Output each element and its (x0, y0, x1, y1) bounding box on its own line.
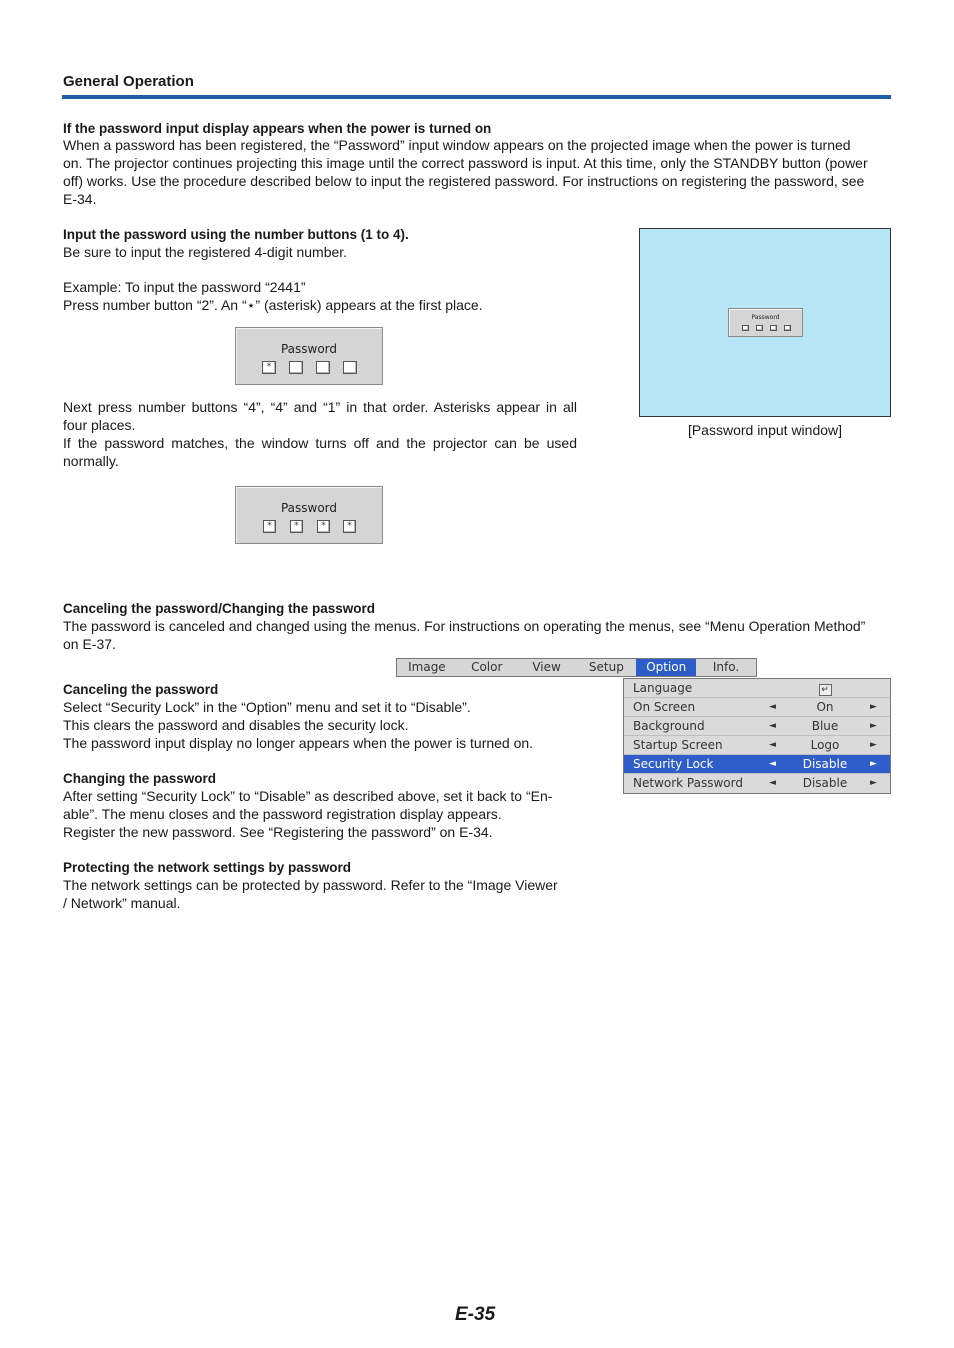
intro-line: on. The projector continues projecting this image until the correct password is input. At this time, only the STANDBY button (power (63, 155, 868, 171)
projected-screen (639, 228, 891, 417)
intro-line: When a password has been registered, the “Password” input window appears on the projected image when the power is turned (63, 137, 851, 153)
screen-digit-box (756, 325, 763, 331)
intro-line: off) works. Use the procedure described below to input the registered password. For instructions on registering the password, see (63, 173, 865, 189)
cancel-section-heading: Canceling the password/Changing the password (63, 601, 376, 616)
tab-view[interactable]: View (532, 660, 561, 674)
changing-heading: Changing the password (63, 771, 217, 786)
menu-row-value: Logo (810, 738, 840, 752)
menu-row-security-lock[interactable] (624, 755, 890, 774)
menu-row-label: Network Password (633, 776, 743, 790)
left-arrow-icon[interactable]: ◄ (769, 778, 776, 788)
network-line: / Network” manual. (63, 895, 181, 911)
menu-row-on-screen[interactable] (624, 698, 890, 717)
changing-line: able”. The menu closes and the password registration display appears. (63, 806, 502, 822)
right-arrow-icon[interactable]: ► (870, 702, 877, 712)
network-line: The network settings can be protected by password. Refer to the “Image Viewer (63, 877, 558, 893)
password-dialog-title: Password (280, 501, 338, 515)
cancel-section-line: The password is canceled and changed using the menus. For instructions on operating the menus, see “Menu Operation Method” (63, 618, 866, 634)
match-line: If the password matches, the window turns off and the projector can be used (63, 435, 577, 451)
step-example: Example: To input the password “2441” (63, 279, 306, 295)
menu-row-language[interactable] (624, 679, 890, 698)
menu-row-background[interactable] (624, 717, 890, 736)
tab-setup[interactable]: Setup (588, 660, 624, 674)
enter-icon[interactable]: ↵ (819, 684, 832, 696)
menu-row-label: Startup Screen (633, 738, 723, 752)
password-digit-box: * (290, 520, 303, 533)
canceling-line: The password input display no longer appears when the power is turned on. (63, 735, 534, 751)
password-digit-box (316, 361, 330, 374)
password-digit-box: * (263, 520, 276, 533)
menu-row-network-password[interactable] (624, 774, 890, 793)
next-line: four places. (63, 417, 136, 433)
left-arrow-icon[interactable]: ◄ (769, 759, 776, 769)
right-arrow-icon[interactable]: ► (870, 778, 877, 788)
canceling-line: Select “Security Lock” in the “Option” menu and set it to “Disable”. (63, 699, 471, 715)
password-dialog-second (235, 486, 383, 544)
step-heading: Input the password using the number buttons (1 to 4). (63, 227, 409, 242)
screen-digit-box (770, 325, 777, 331)
title-rule (62, 95, 891, 99)
password-digit-box (289, 361, 303, 374)
cancel-section-line: on E-37. (63, 636, 116, 652)
password-dialog-title: Password (280, 342, 338, 356)
screen-password-title: Password (751, 314, 780, 321)
menu-row-label: On Screen (633, 700, 696, 714)
password-digit-box (343, 361, 357, 374)
step-line: Be sure to input the registered 4-digit number. (63, 244, 348, 260)
menu-row-value: Blue (811, 719, 839, 733)
right-arrow-icon[interactable]: ► (870, 740, 877, 750)
intro-heading: If the password input display appears when the power is turned on (63, 121, 492, 136)
left-arrow-icon[interactable]: ◄ (769, 702, 776, 712)
password-digit-box: * (262, 361, 276, 374)
canceling-heading: Canceling the password (63, 682, 219, 697)
screen-digit-box (742, 325, 749, 331)
screen-caption: [Password input window] (687, 422, 843, 438)
canceling-line: This clears the password and disables the security lock. (63, 717, 409, 733)
changing-line: After setting “Security Lock” to “Disable” as described above, set it back to “En- (63, 788, 553, 804)
menu-row-value: Disable (802, 776, 848, 790)
tab-image[interactable]: Image (408, 660, 446, 674)
changing-paragraph (63, 787, 583, 841)
left-arrow-icon[interactable]: ◄ (769, 740, 776, 750)
tab-option[interactable]: Option (636, 659, 696, 676)
screen-password-dialog (728, 308, 803, 337)
tab-info[interactable]: Info. (712, 660, 740, 674)
left-arrow-icon[interactable]: ◄ (769, 721, 776, 731)
menu-row-value: On (816, 700, 834, 714)
menu-row-label: Language (633, 681, 693, 695)
changing-line: Register the new password. See “Registering the password” on E-34. (63, 824, 493, 840)
right-arrow-icon[interactable]: ► (870, 759, 877, 769)
cancel-section-paragraph (63, 617, 893, 653)
menu-row-value (784, 679, 866, 697)
menu-row-label: Security Lock (633, 757, 714, 771)
intro-paragraph (63, 136, 891, 208)
network-heading: Protecting the network settings by password (63, 860, 352, 875)
password-dialog-first (235, 327, 383, 385)
tab-color[interactable]: Color (471, 660, 503, 674)
password-digit-box: * (343, 520, 356, 533)
section-title: General Operation (63, 73, 194, 90)
match-line: normally. (63, 453, 119, 469)
option-menu (623, 678, 891, 794)
screen-digit-box (784, 325, 791, 331)
menu-row-value: Disable (802, 757, 848, 771)
password-digit-box: * (317, 520, 330, 533)
canceling-paragraph (63, 698, 583, 752)
step-press: Press number button “2”. An “⋆” (asterisk) appears at the first place. (63, 297, 483, 313)
menu-row-startup-screen[interactable] (624, 736, 890, 755)
menu-tab-bar (396, 658, 757, 677)
page-number: E-35 (455, 1304, 496, 1325)
next-line: Next press number buttons “4”, “4” and “1” in that order. Asterisks appear in all (63, 399, 577, 415)
intro-line: E-34. (63, 191, 97, 207)
next-paragraph (63, 398, 577, 470)
right-arrow-icon[interactable]: ► (870, 721, 877, 731)
menu-row-label: Background (633, 719, 705, 733)
network-paragraph (63, 876, 583, 912)
